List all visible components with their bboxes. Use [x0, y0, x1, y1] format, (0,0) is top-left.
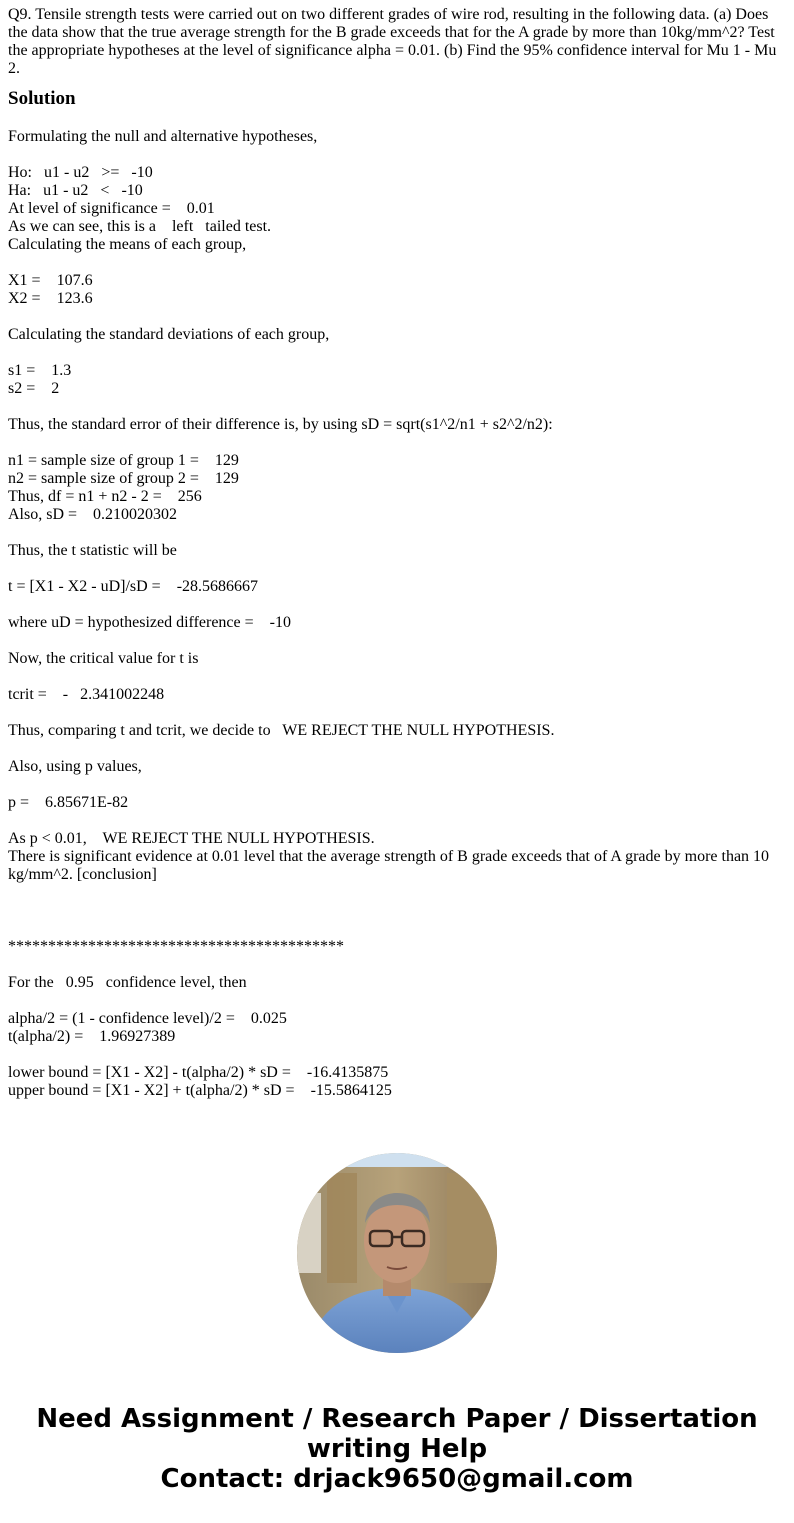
document-body: [8, 6, 780, 1246]
blank-line: [8, 524, 780, 542]
solution-line: s1 = 1.3: [8, 362, 72, 379]
solution-line: s2 = 2: [8, 380, 60, 397]
solution-line: Calculating the means of each group,: [8, 236, 247, 253]
solution-line: Ha: u1 - u2 < -10: [8, 182, 143, 199]
solution-line: n2 = sample size of group 2 = 129: [8, 470, 239, 487]
solution-line: alpha/2 = (1 - confidence level)/2 = 0.025: [8, 1010, 287, 1027]
solution-line: where uD = hypothesized difference = -10: [8, 614, 291, 631]
solution-line: X1 = 107.6: [8, 272, 93, 289]
solution-line: Ho: u1 - u2 >= -10: [8, 164, 153, 181]
solution-lines: [8, 128, 780, 848]
solution-line: Thus, the t statistic will be: [8, 542, 177, 559]
solution-line: Also, sD = 0.210020302: [8, 506, 178, 523]
blank-line: [8, 1046, 780, 1064]
solution-line: lower bound = [X1 - X2] - t(alpha/2) * sD = -16.4135875: [8, 1064, 389, 1081]
solution-line: Formulating the null and alternative hypotheses,: [8, 128, 318, 145]
solution-line: As p < 0.01, WE REJECT THE NULL HYPOTHESIS.: [8, 830, 375, 847]
footer-line-1: Need Assignment / Research Paper / Dissertation: [36, 1404, 758, 1434]
blank-line: [8, 956, 780, 974]
solution-line: X2 = 123.6: [8, 290, 93, 307]
blank-line: [8, 344, 780, 362]
solution-line: t = [X1 - X2 - uD]/sD = -28.5686667: [8, 578, 259, 595]
blank-line: [8, 992, 780, 1010]
question-text: Q9. Tensile strength tests were carried out on two different grades of wire rod, resulting in the following data. (a) Does the data show that the true average strength for the B grade exceeds that for the A grade by more than 10kg/mm^2? Test the appropriate hypotheses at the level of significance alpha = 0.01. (b) Find the 95% confidence interval for Mu 1 - Mu 2.: [8, 6, 777, 77]
footer-contact: Contact: drjack9650@gmail.com: [160, 1464, 634, 1494]
solution-text: [8, 128, 780, 1246]
solution-line: Thus, the standard error of their difference is, by using sD = sqrt(s1^2/n1 + s2^2/n2):: [8, 416, 553, 433]
avatar: [297, 1153, 497, 1353]
blank-line: [8, 632, 780, 650]
solution-heading: Solution: [8, 88, 76, 109]
solution-line: For the 0.95 confidence level, then: [8, 974, 247, 991]
blank-line: [8, 902, 780, 920]
footer-banner: [0, 1404, 794, 1494]
solution-line: Now, the critical value for t is: [8, 650, 199, 667]
blank-line: [8, 812, 780, 830]
footer-line-2: writing Help: [306, 1434, 488, 1464]
solution-line: Thus, comparing t and tcrit, we decide to WE REJECT THE NULL HYPOTHESIS.: [8, 722, 555, 739]
blank-line: [8, 434, 780, 452]
solution-line: tcrit = - 2.341002248: [8, 686, 165, 703]
blank-line: [8, 704, 780, 722]
blank-line: [8, 920, 780, 938]
blank-line: [8, 146, 780, 164]
solution-line: As we can see, this is a left tailed test.: [8, 218, 272, 235]
portrait-image: [297, 1153, 497, 1353]
solution-line: ******************************************: [8, 938, 344, 955]
blank-line: [8, 398, 780, 416]
blank-line: [8, 668, 780, 686]
solution-line: p = 6.85671E-82: [8, 794, 129, 811]
blank-line: [8, 740, 780, 758]
blank-line: [8, 884, 780, 902]
solution-line: t(alpha/2) = 1.96927389: [8, 1028, 176, 1045]
confidence-interval-lines: [8, 884, 780, 1100]
blank-line: [8, 776, 780, 794]
solution-line: n1 = sample size of group 1 = 129: [8, 452, 239, 469]
blank-line: [8, 560, 780, 578]
solution-line: upper bound = [X1 - X2] + t(alpha/2) * sD = -15.5864125: [8, 1082, 392, 1099]
blank-line: [8, 308, 780, 326]
solution-line: Also, using p values,: [8, 758, 142, 775]
solution-line: At level of significance = 0.01: [8, 200, 215, 217]
conclusion-text: There is significant evidence at 0.01 level that the average strength of B grade exceeds that of A grade by more than 10 kg/mm^2. [conclusion]: [8, 848, 770, 883]
blank-line: [8, 596, 780, 614]
solution-line: Thus, df = n1 + n2 - 2 = 256: [8, 488, 202, 505]
blank-line: [8, 254, 780, 272]
solution-line: Calculating the standard deviations of each group,: [8, 326, 330, 343]
